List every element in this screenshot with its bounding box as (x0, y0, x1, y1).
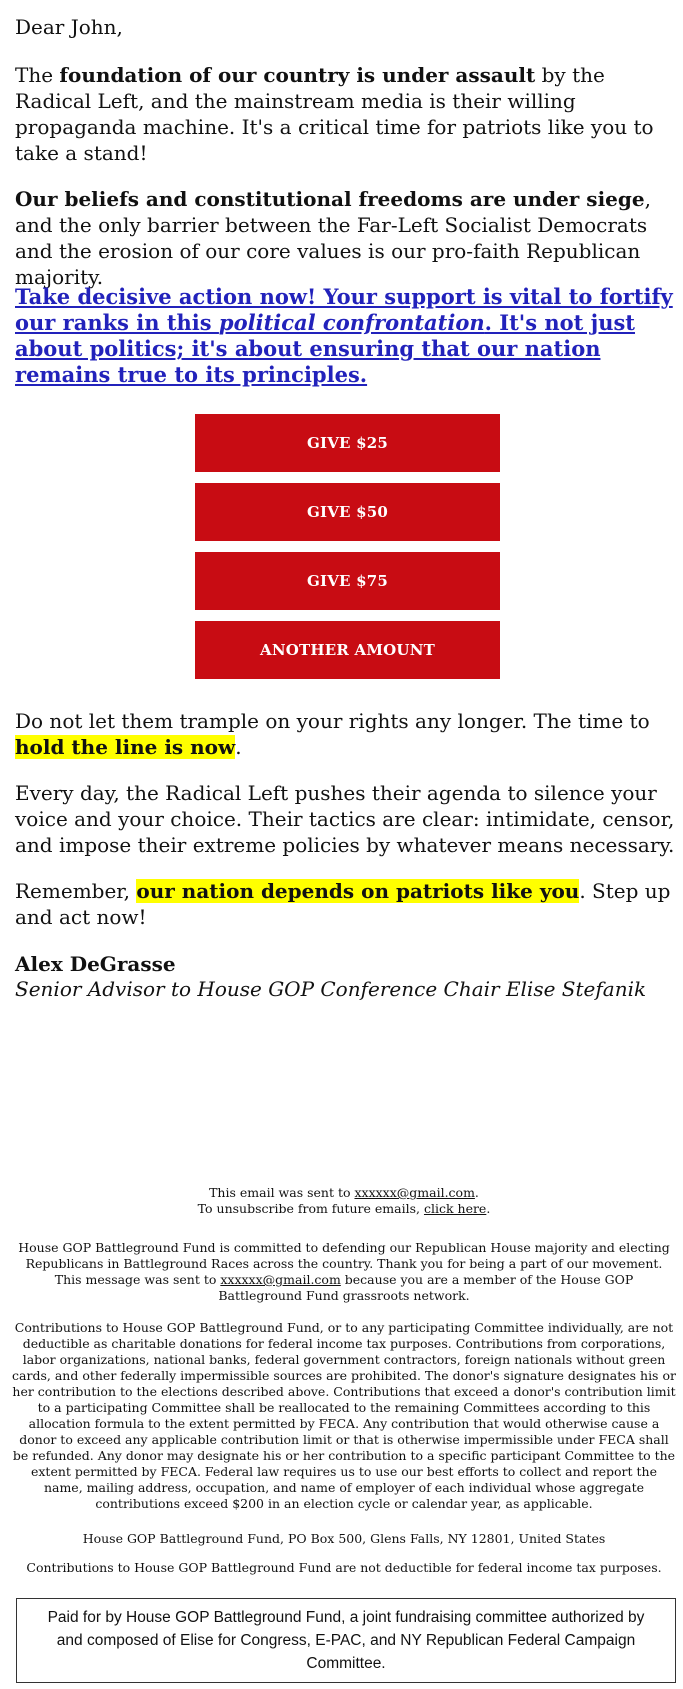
signature-name: Alex DeGrasse (15, 952, 176, 976)
footer-unsub-post: . (486, 1201, 491, 1216)
footer-address: House GOP Battleground Fund, PO Box 500, Glens Falls, NY 12801, United States (82, 1531, 606, 1546)
footer-email-link[interactable]: xxxxxx@gmail.com (354, 1185, 475, 1200)
cta-italic: political confrontation (218, 310, 485, 335)
give-75-button[interactable]: GIVE $75 (195, 552, 500, 610)
greeting: Dear John, (15, 15, 123, 39)
footer-legal: Contributions to House GOP Battleground Fund, or to any participating Committee individually, are not deductible as charitable donations for federal income tax purposes. Contributions from corporations, labor organizations, national banks, federal government contractors, foreign nationals without green cards, and other federally impermissible sources are prohibited. The donor's signature designates his or her contribution to the elections described above. Contributions that exceed a donor's contribution limit to a participating Committee shall be reallocated to the remaining Committees according to this allocation formula to the extent permitted by FECA. Any contribution that would otherwise cause a donor to exceed any applicable contribution limit or that is otherwise impermissible under FECA shall be refunded. Any donor may designate his or her contribution to a specific participant Committee to the extent permitted by FECA. Federal law requires us to use our best efforts to collect and report the name, mailing address, occupation, and name of employer of each individual whose aggregate contributions exceed $200 in an election cycle or calendar year, as applicable. (12, 1320, 676, 1511)
footer-mission-email-link[interactable]: xxxxxx@gmail.com (220, 1272, 341, 1287)
footer-mission-pre: House GOP Battleground Fund is committed to defending our Republican House majority and electing Republicans in Battleground Races across the country. Thank you for being a part of our movement. This message was sent to (18, 1240, 670, 1287)
paragraph-3-highlight: hold the line is now (15, 735, 236, 759)
footer-unsub-pre: To unsubscribe from future emails, (197, 1201, 424, 1216)
footer-mission-post: because you are a member of the House GOP Battleground Fund grassroots network. (218, 1272, 634, 1303)
paragraph-3-pre: Do not let them trample on your rights any longer. The time to (15, 709, 650, 733)
paragraph-1-pre: The (15, 63, 60, 87)
paragraph-5-post: . Step up and act now! (15, 879, 671, 929)
paragraph-5 (15, 878, 675, 930)
give-25-button[interactable]: GIVE $25 (195, 414, 500, 472)
footer-mission (12, 1240, 676, 1304)
footer-sent-post: . (474, 1185, 479, 1200)
paragraph-2-post: , and the only barrier between the Far-Left Socialist Democrats and the erosion of our core values is our pro-faith Republican majority. (15, 187, 651, 289)
unsubscribe-link[interactable]: click here (423, 1201, 487, 1216)
another-amount-button[interactable]: ANOTHER AMOUNT (195, 621, 500, 679)
paragraph-3 (15, 708, 675, 760)
paragraph-1-post: by the Radical Left, and the mainstream media is their willing propaganda machine. It's a critical time for patriots like you to take a stand! (15, 63, 654, 165)
footer-sent-pre: This email was sent to (209, 1185, 355, 1200)
give-50-button[interactable]: GIVE $50 (195, 483, 500, 541)
footer-sent-to (12, 1185, 676, 1217)
paragraph-5-highlight: our nation depends on patriots like you (136, 879, 580, 903)
paragraph-4: Every day, the Radical Left pushes their agenda to silence your voice and your choice. Their tactics are clear: intimidate, censor, and impose their extreme policies by whatever means necessary. (15, 781, 675, 857)
footer-deductible: Contributions to House GOP Battleground Fund are not deductible for federal income tax purposes. (26, 1560, 662, 1575)
paid-for-text: Paid for by House GOP Battleground Fund, a joint fundraising committee authorized by and composed of Elise for Congress, E-PAC, and NY Republican Federal Campaign Committee. (47, 1609, 645, 1672)
paragraph-2-bold: Our beliefs and constitutional freedoms are under siege (15, 187, 645, 211)
cta-pre: Take decisive action now! Your support is vital to fortify our ranks in this (15, 284, 673, 335)
paragraph-5-pre: Remember, (15, 879, 137, 903)
paid-for-disclaimer (16, 1598, 676, 1683)
signature-title: Senior Advisor to House GOP Conference Chair Elise Stefanik (15, 977, 647, 1001)
paragraph-1-bold: foundation of our country is under assault (59, 63, 536, 87)
paragraph-3-post: . (235, 735, 242, 759)
paragraph-1 (15, 62, 675, 166)
paragraph-2 (15, 186, 675, 290)
cta-post: . It's not just about politics; it's about ensuring that our nation remains true to its principles. (15, 310, 636, 387)
call-to-action-link[interactable] (15, 284, 675, 388)
